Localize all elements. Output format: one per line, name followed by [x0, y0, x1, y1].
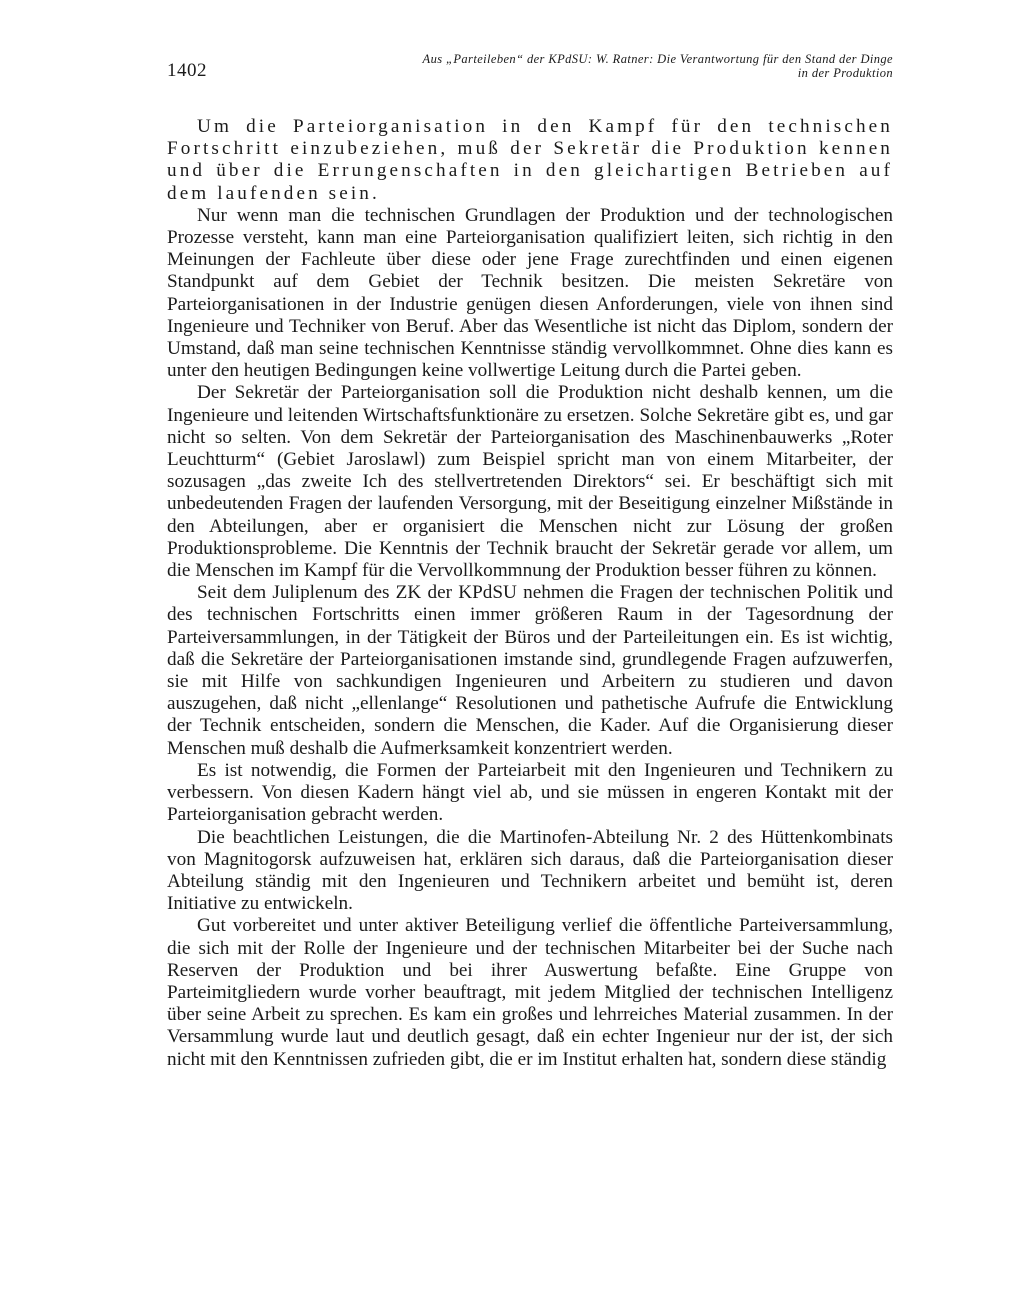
- paragraph-6: Die beachtlichen Leistungen, die die Martinofen-Abteilung Nr. 2 des Hüttenkombinats von Magnitogorsk aufzuweisen hat, erklären sich daraus, daß die Parteiorganisation dieser Abteilung ständig mit den Ingenieuren und Technikern arbeitet und bemüht ist, deren Initiative zu entwickeln.: [167, 826, 893, 915]
- page-number: 1402: [167, 60, 207, 81]
- page-header: [167, 52, 893, 92]
- paragraph-7: Gut vorbereitet und unter aktiver Beteiligung verlief die öffentliche Parteiversammlung, die sich mit der Rolle der Ingenieure und der technischen Mitarbeiter bei der Suche nach Reserven der Produktion und bei ihrer Auswertung befaßte. Eine Gruppe von Parteimitgliedern wurde vorher beauftragt, mit jedem Mitglied der technischen Intelligenz über seine Arbeit zu sprechen. Es kam ein großes und lehrreiches Material zusammen. In der Versammlung wurde laut und deutlich gesagt, daß ein echter Ingenieur nur der ist, der sich nicht mit den Kenntnissen zufrieden gibt, die er im Institut erhalten hat, sondern diese ständig: [167, 915, 893, 1070]
- paragraph-2: Nur wenn man die technischen Grundlagen der Produktion und der technologischen Prozesse versteht, kann man eine Parteiorganisation qualifiziert leiten, sich richtig in den Meinungen der Fachleute über diese oder jene Frage zurechtfinden und einen eigenen Standpunkt auf dem Gebiet der Technik besitzen. Die meisten Sekretäre von Parteiorganisationen in der Industrie genügen diesen Anforderungen, viele von ihnen sind Ingenieure und Techniker von Beruf. Aber das Wesentliche ist nicht das Diplom, sondern der Umstand, daß man seine technischen Kenntnisse ständig vervollkommnet. Ohne dies kann es unter den heutigen Bedingungen keine vollwertige Leitung durch die Partei geben.: [167, 204, 893, 382]
- running-head-line-2: in der Produktion: [797, 66, 893, 80]
- running-head: [253, 52, 893, 80]
- paragraph-5: Es ist notwendig, die Formen der Parteiarbeit mit den Ingenieuren und Technikern zu verbessern. Von diesen Kadern hängt viel ab, und sie müssen in engeren Kontakt mit der Parteiorganisation gebracht werden.: [167, 759, 893, 826]
- paragraph-4: Seit dem Juliplenum des ZK der KPdSU nehmen die Fragen der technischen Politik und des technischen Fortschritts einen immer größeren Raum in der Tagesordnung der Parteiversammlungen, in der Tätigkeit der Büros und der Parteileitungen ein. Es ist wichtig, daß die Sekretäre der Parteiorganisationen imstande sind, grundlegende Fragen aufzuwerfen, sie mit Hilfe von sachkundigen Ingenieuren und Arbeitern zu studieren und davon auszugehen, daß nicht „ellenlange“ Resolutionen und pathetische Aufrufe die Entwicklung der Technik entscheiden, sondern die Menschen, die Kader. Auf die Organisierung dieser Menschen muß deshalb die Aufmerksamkeit konzentriert werden.: [167, 582, 893, 759]
- paragraph-3: Der Sekretär der Parteiorganisation soll die Produktion nicht deshalb kennen, um die Ingenieure und leitenden Wirtschaftsfunktionäre zu ersetzen. Solche Sekretäre gibt es, und gar nicht so selten. Von dem Sekretär der Parteiorganisation des Maschinenbauwerks „Roter Leuchtturm“ (Gebiet Jaroslawl) zum Beispiel spricht man von einem Mitarbeiter, der sozusagen „das zweite Ich des stellvertretenden Direktors“ sei. Er beschäftigt sich mit unbedeutenden Fragen der laufenden Versorgung, mit der Beseitigung einzelner Mißstände in den Abteilungen, aber er organisiert die Menschen nicht zur Lösung der großen Produktionsprobleme. Die Kenntnis der Technik braucht der Sekretär gerade vor allem, um die Menschen im Kampf für die Vervollkommnung der Produktion besser führen zu können.: [167, 382, 893, 582]
- page-content: [167, 52, 893, 1071]
- paragraph-1: Um die Parteiorganisation in den Kampf für den technischen Fortschritt einzubeziehen, muß der Sekretär die Produktion kennen und über die Errungenschaften in den gleichartigen Betrieben auf dem laufenden sein.: [167, 116, 893, 204]
- body-text: [167, 116, 893, 1071]
- running-head-line-1: Aus „Parteileben“ der KPdSU: W. Ratner: Die Verantwortung für den Stand der Dinge: [422, 52, 893, 66]
